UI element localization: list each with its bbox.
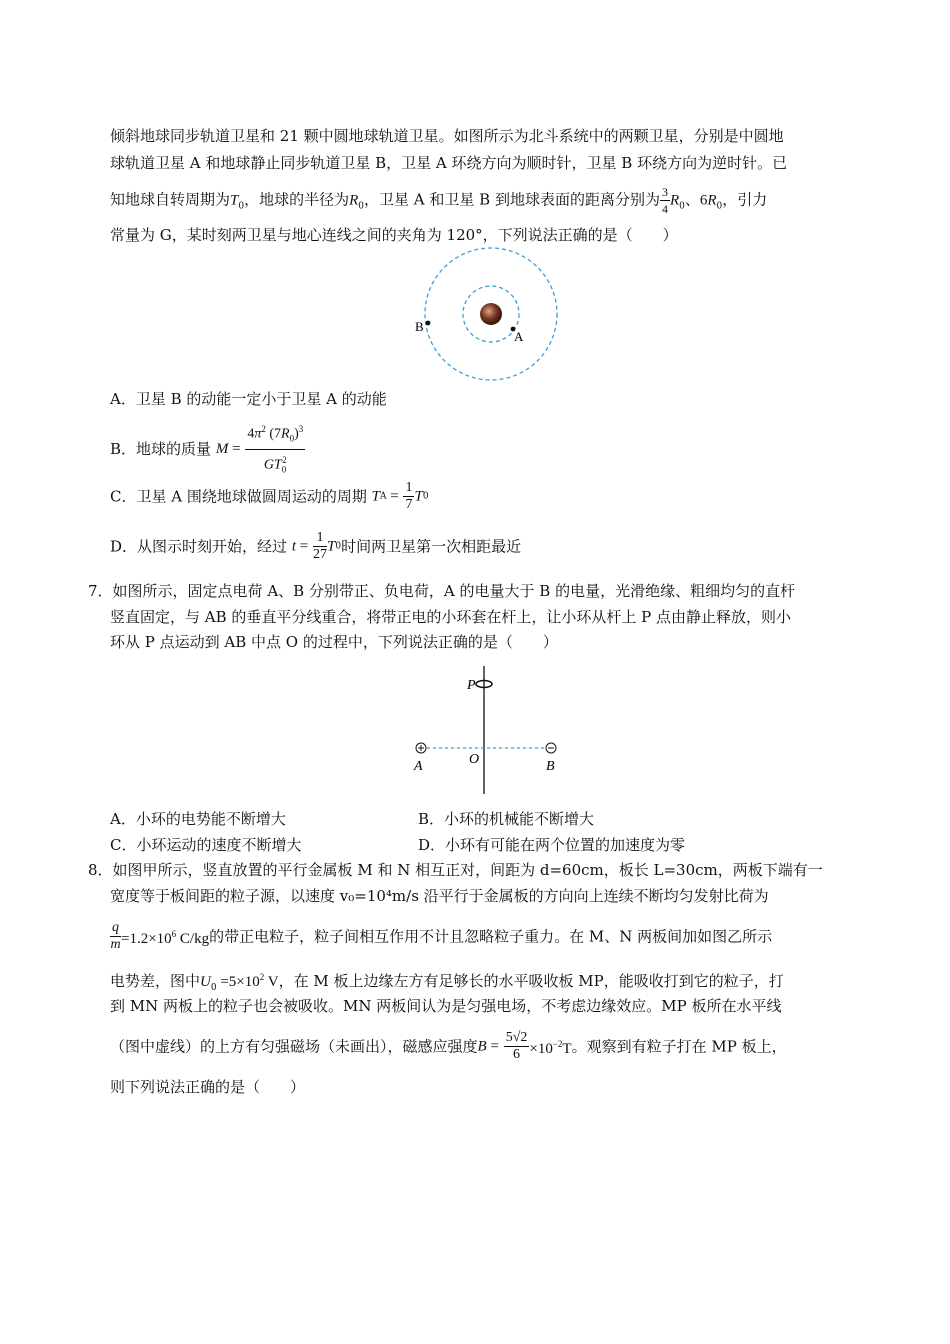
q6-option-b: B．地球的质量 M = $\frac{4\pi^2 (7R_0)^3}{GT_0^2}$ [110,418,305,480]
q6-line-1: 倾斜地球同步轨道卫星和 21 颗中圆地球轨道卫星。如图所示为北斗系统中的两颗卫星，分别是中圆地 [110,127,784,145]
q8-line-2: 宽度等于板间距的粒子源，以速度 v₀=10⁴m/s 沿平行于金属板的方向向上连续不断均匀发射比荷为 [110,887,769,905]
label-b: B [415,319,424,334]
q8-line-4: 电势差，图中$U_0 =5\times 10^2$ V，在 M 板上边缘左方有足够长的水平吸收板 MP，能吸收打到它的粒子，打 [110,972,784,993]
orbit-figure [415,244,565,386]
q6-option-c: C．卫星 A 围绕地球做圆周运动的周期 TA = $\frac{1}{7}$ T0 [110,480,429,512]
label-b: B [546,759,555,774]
earth-icon [480,303,502,325]
charge-figure [405,662,565,796]
q7-line-3: 环从 P 点运动到 AB 中点 O 的过程中，下列说法正确的是（ ） [110,633,558,651]
q7-option-a: A．小环的电势能不断增大 [110,810,286,828]
satellite-b [426,321,431,326]
q7-line-2: 竖直固定，与 AB 的垂直平分线重合，将带正电的小环套在杆上，让小环从杆上 P 点由静止释放，则小 [110,608,792,626]
q6-option-a: A．卫星 B 的动能一定小于卫星 A 的动能 [110,390,387,408]
label-a: A [414,759,423,774]
q8-line-3: $\frac{q}{m}$ $=1.2\times 10^6$ C/kg的带正电粒子，粒子间相互作用不计且忽略粒子重力。在 M、N 两板间加如图乙所示 [110,920,773,952]
q8-line-1: 8．如图甲所示，竖直放置的平行金属板 M 和 N 相互正对，间距为 d=60cm，板长 L=30cm，两板下端有一 [88,861,823,879]
label-p: P [467,678,476,693]
q7-option-b: B．小环的机械能不断增大 [418,810,595,828]
q8-line-5: 到 MN 两板上的粒子也会被吸收。MN 两板间认为是匀强电场，不考虑边缘效应。MP 板所在水平线 [110,997,782,1015]
q6-line-4: 常量为 G，某时刻两卫星与地心连线之间的夹角为 120°，下列说法正确的是（ ） [110,226,678,244]
q6-line-3: 知地球自转周期为$T_0$，地球的半径为$R_0$，卫星 A 和卫星 B 到地球表面的距离分别为 $\frac{3}{4}$ $R_0$、$6R_0$，引力 [110,185,768,216]
q8-line-7: 则下列说法正确的是（ ） [110,1078,306,1096]
q6-line-2: 球轨道卫星 A 和地球静止同步轨道卫星 B，卫星 A 环绕方向为顺时针，卫星 B 环绕方向为逆时针。已 [110,154,788,172]
q6-option-d: D．从图示时刻开始，经过 t = $\frac{1}{27}$ T0时间两卫星第一次相距最近 [110,530,522,562]
q7-option-d: D．小环有可能在两个位置的加速度为零 [418,836,686,854]
label-a: A [514,329,524,344]
q7-line-1: 7．如图所示，固定点电荷 A、B 分别带正、负电荷，A 的电量大于 B 的电量，光滑绝缘、粗细均匀的直杆 [88,582,796,600]
q7-option-c: C．小环运动的速度不断增大 [110,836,302,854]
q8-line-6: （图中虚线）的上方有匀强磁场（未画出），磁感应强度B = $\frac{5√2}{6}$ $\times 10^{-2}T$。观察到有粒子打在 MP 板上， [110,1030,787,1062]
label-o: O [469,752,480,767]
